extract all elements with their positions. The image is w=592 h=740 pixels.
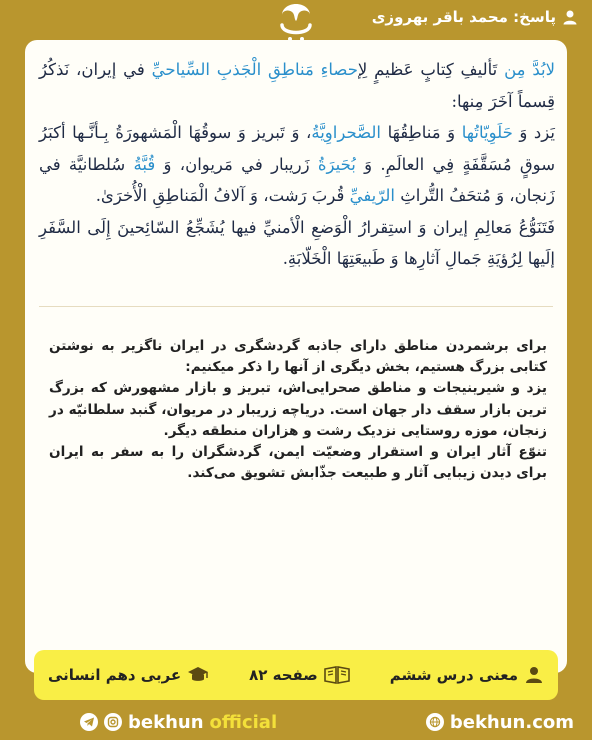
author-label bbox=[372, 8, 578, 26]
website-link[interactable] bbox=[426, 712, 574, 733]
highlighted-term: الصَّحراوِيَّةُ bbox=[311, 123, 382, 142]
book-icon bbox=[324, 666, 350, 684]
info-bar bbox=[34, 650, 558, 700]
highlighted-term: الرّيفيِّ bbox=[349, 186, 395, 205]
footer bbox=[0, 704, 592, 740]
instagram-icon[interactable] bbox=[104, 713, 122, 731]
persian-paragraph: برای برشمردن مناطق دارای جاذبه گردشگری در ایران ناگزیر به نوشتن کتابی بزرگ هستیم، بخش دیگری از آنها را ذکر میکنیم: bbox=[49, 338, 547, 376]
lesson-info bbox=[390, 666, 544, 684]
divider bbox=[39, 306, 553, 307]
arabic-segment: وَ مَناطِقُهَا bbox=[381, 123, 462, 142]
subject-label: عربی دهم انسانی bbox=[48, 666, 182, 684]
arabic-segment: ، وَ تَبريز وَ سوقُهَا الْمَشهورَةُ بِـأنَّـها أكبَرُ سوقٍ مُسَقَّفَةٍ فِي العالَمِ. وَ bbox=[39, 123, 556, 174]
author-name: پاسخ: محمد باقر بهروزی bbox=[371, 8, 556, 26]
header bbox=[0, 0, 592, 42]
globe-icon bbox=[426, 713, 444, 731]
highlighted-term: قُبَّةُ bbox=[133, 154, 156, 174]
social-handle-suffix: official bbox=[209, 711, 278, 733]
arabic-paragraph bbox=[39, 54, 555, 117]
graduation-cap-icon bbox=[187, 666, 209, 684]
social-handle-prefix: bekhun bbox=[128, 711, 204, 733]
arabic-segment: قُربَ رَشت، وَ آلافُ الْمَناطِقِ الْأُخرَىٰ. bbox=[95, 186, 350, 205]
subject-info bbox=[48, 666, 209, 684]
arabic-paragraph bbox=[39, 212, 555, 275]
page-info bbox=[249, 666, 350, 684]
content-card bbox=[25, 40, 567, 673]
telegram-icon[interactable] bbox=[80, 713, 98, 731]
persian-translation bbox=[49, 336, 547, 484]
highlighted-term: حَلَوِيّاتُها bbox=[461, 123, 513, 142]
person-icon bbox=[524, 666, 544, 684]
persian-paragraph: تنوّع آثار ایران و استقرار وضعیّت ایمن، گردشگران را به سفر به ایران برای دیدن زیبایی آثار و طبیعت جذّابش تشویق می‌کند. bbox=[49, 444, 547, 482]
lesson-label: معنی درس ششم bbox=[389, 666, 518, 684]
arabic-text bbox=[39, 54, 555, 275]
arabic-paragraph bbox=[39, 117, 555, 212]
arabic-segment: في إيران، نَذكُرُ قِسماً آخَرَ مِنها: bbox=[39, 60, 555, 111]
page-label: صفحه ۸۲ bbox=[249, 666, 318, 684]
logo-mark bbox=[273, 1, 319, 43]
arabic-segment: يَزد وَ bbox=[512, 123, 555, 142]
arabic-segment: تَأليفِ كِتابٍ عَظيمٍ لِ bbox=[357, 60, 505, 79]
website-label: bekhun.com bbox=[449, 711, 574, 733]
arabic-segment: سُلطانيَّة في زَنجان، وَ مُتحَفُ التُّراثِ bbox=[39, 154, 555, 205]
logo bbox=[270, 0, 322, 44]
arabic-segment: فَتَنَوُّعُ مَعالِمِ إيران وَ استِقرارُ الْوَضعِ الْأمنيِّ فيها يُشَجِّعُ السّائِحينَ إِلَى السَّفَرِ إلَيها لِرُؤيَةِ جَمالِ آثارِها وَ طَبيعَتِهَا الْخَلّابَةِ. bbox=[39, 217, 555, 268]
social-handle[interactable] bbox=[80, 712, 277, 733]
highlighted-term: بُحَيرَةُ bbox=[317, 154, 356, 174]
arabic-segment: زَريبار في مَريوان، وَ bbox=[155, 154, 318, 174]
user-icon bbox=[562, 9, 578, 25]
highlighted-term: لابُدَّ مِن bbox=[504, 60, 555, 79]
persian-paragraph: یزد و شیرینیجات و مناطق صحرایی‌اش، تبریز و بازار مشهورش که بزرگ ترین بازار سقف دار جهان است. دریاچه زریبار در مریوان، گنبد سلطانیّه در زنجان، موزه روستایی نزدیک رشت و هزاران منطقه دیگر. bbox=[49, 380, 547, 439]
highlighted-term: إحصاءِ مَناطِقِ الْجَذبِ السِّياحيِّ bbox=[151, 60, 358, 79]
